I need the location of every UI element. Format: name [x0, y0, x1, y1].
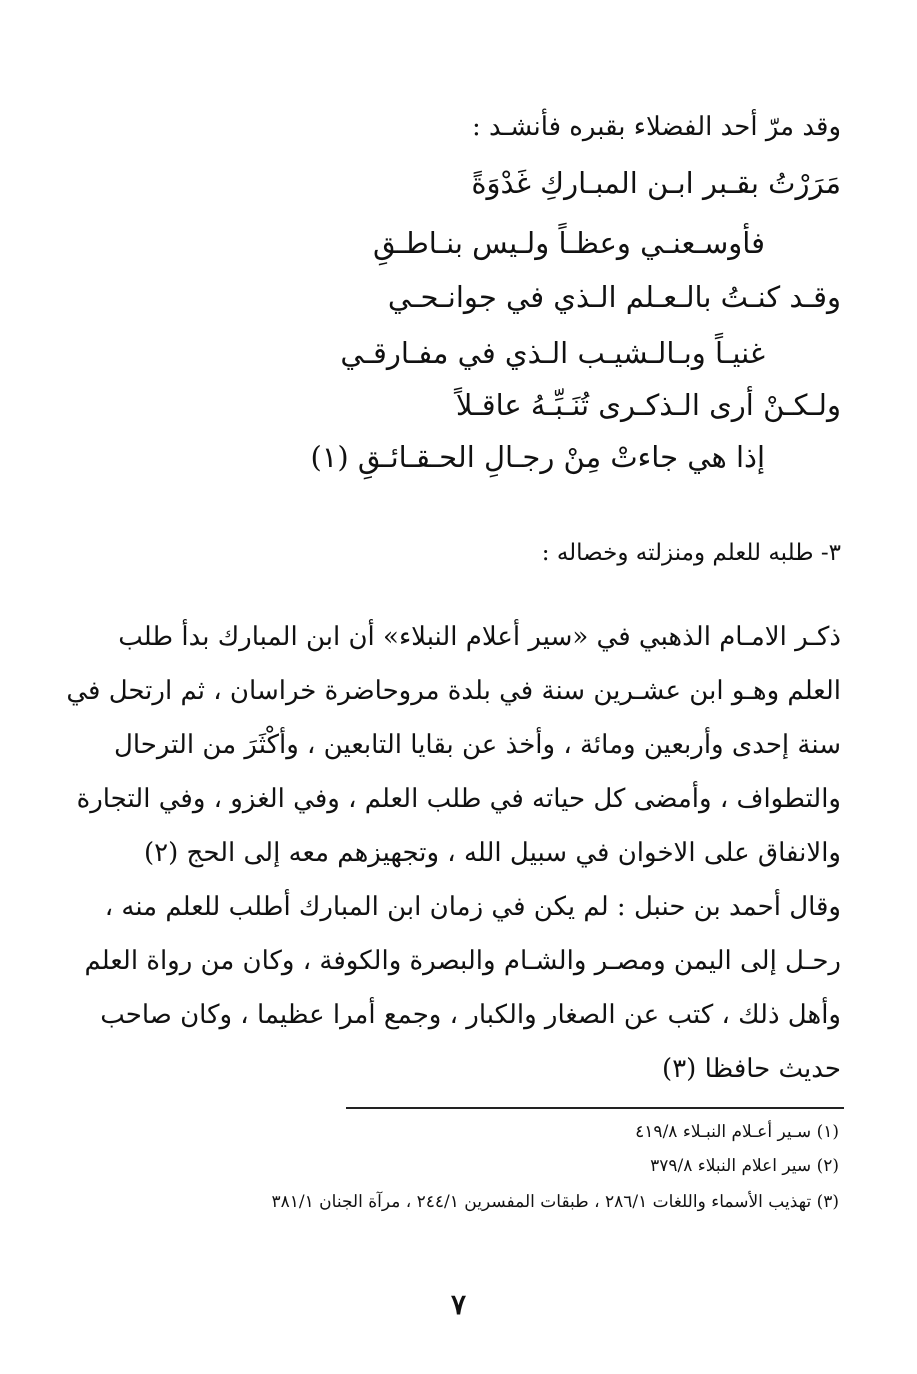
- verse-line: ولـكـنْ أرى الـذكـرى تُنَـبِّـهُ عاقـلاً: [455, 388, 841, 422]
- section-heading: ٣- طلبه للعلم ومنزلته وخصاله :: [541, 540, 841, 566]
- footnote: (٣) تهذيب الأسماء واللغات ٢٨٦/١ ، طبقات المفسرين ٢٤٤/١ ، مرآة الجنان ٣٨١/١: [271, 1192, 839, 1212]
- verse-line: وقـد كنـتُ بالـعـلم الـذي في جوانـحـي: [387, 280, 841, 314]
- verse-line: إذا هي جاءتْ مِنْ رجـالِ الحـقـائـقِ (١): [310, 440, 765, 474]
- paragraph-line: وأهل ذلك ، كتب عن الصغار والكبار ، وجمع أمرا عظيما ، وكان صاحب: [100, 1000, 841, 1030]
- paragraph-line: سنة إحدى وأربعين ومائة ، وأخذ عن بقايا التابعين ، وأكْثَرَ من الترحال: [113, 730, 841, 760]
- paragraph-line: وقال أحمد بن حنبل : لم يكن في زمان ابن المبارك أطلب للعلم منه ،: [104, 892, 841, 922]
- poem-intro: وقد مرّ أحد الفضلاء بقبره فأنشـد :: [471, 112, 841, 142]
- paragraph-line: والانفاق على الاخوان في سبيل الله ، وتجهيزهم معه إلى الحج (٢): [144, 838, 841, 868]
- footnote: (٢) سير اعلام النبلاء ٣٧٩/٨: [650, 1156, 839, 1176]
- verse-line: غنيـاً وبـالـشيـب الـذي في مفـارقـي: [340, 336, 765, 370]
- paragraph-ahmad: [81, 880, 841, 1096]
- paragraph-line: ذكـر الامـام الذهبي في «سير أعلام النبلاء» أن ابن المبارك بدأ طلب: [118, 622, 841, 652]
- paragraph-dhahabi: [66, 610, 841, 880]
- verse-line: فأوسـعنـي وعظـاً ولـيس بنـاطـقِ: [373, 226, 765, 260]
- paragraph-line: العلم وهـو ابن عشـرين سنة في بلدة مروحاضرة خراسان ، ثم ارتحل في: [66, 676, 841, 706]
- paragraph-line: حديث حافظا (٣): [662, 1054, 841, 1084]
- page-number: ٧: [450, 1288, 467, 1321]
- paragraph-line: والتطواف ، وأمضى كل حياته في طلب العلم ، وفي الغزو ، وفي التجارة: [76, 784, 841, 814]
- footnote-divider: [346, 1107, 844, 1109]
- verse-line: مَرَرْتُ بقـبر ابـن المبـاركِ غَدْوَةً: [471, 166, 841, 200]
- paragraph-line: رحـل إلى اليمن ومصـر والشـام والبصرة والكوفة ، وكان من رواة العلم: [84, 946, 841, 976]
- footnote: (١) سـير أعـلام النبـلاء ٤١٩/٨: [635, 1122, 839, 1142]
